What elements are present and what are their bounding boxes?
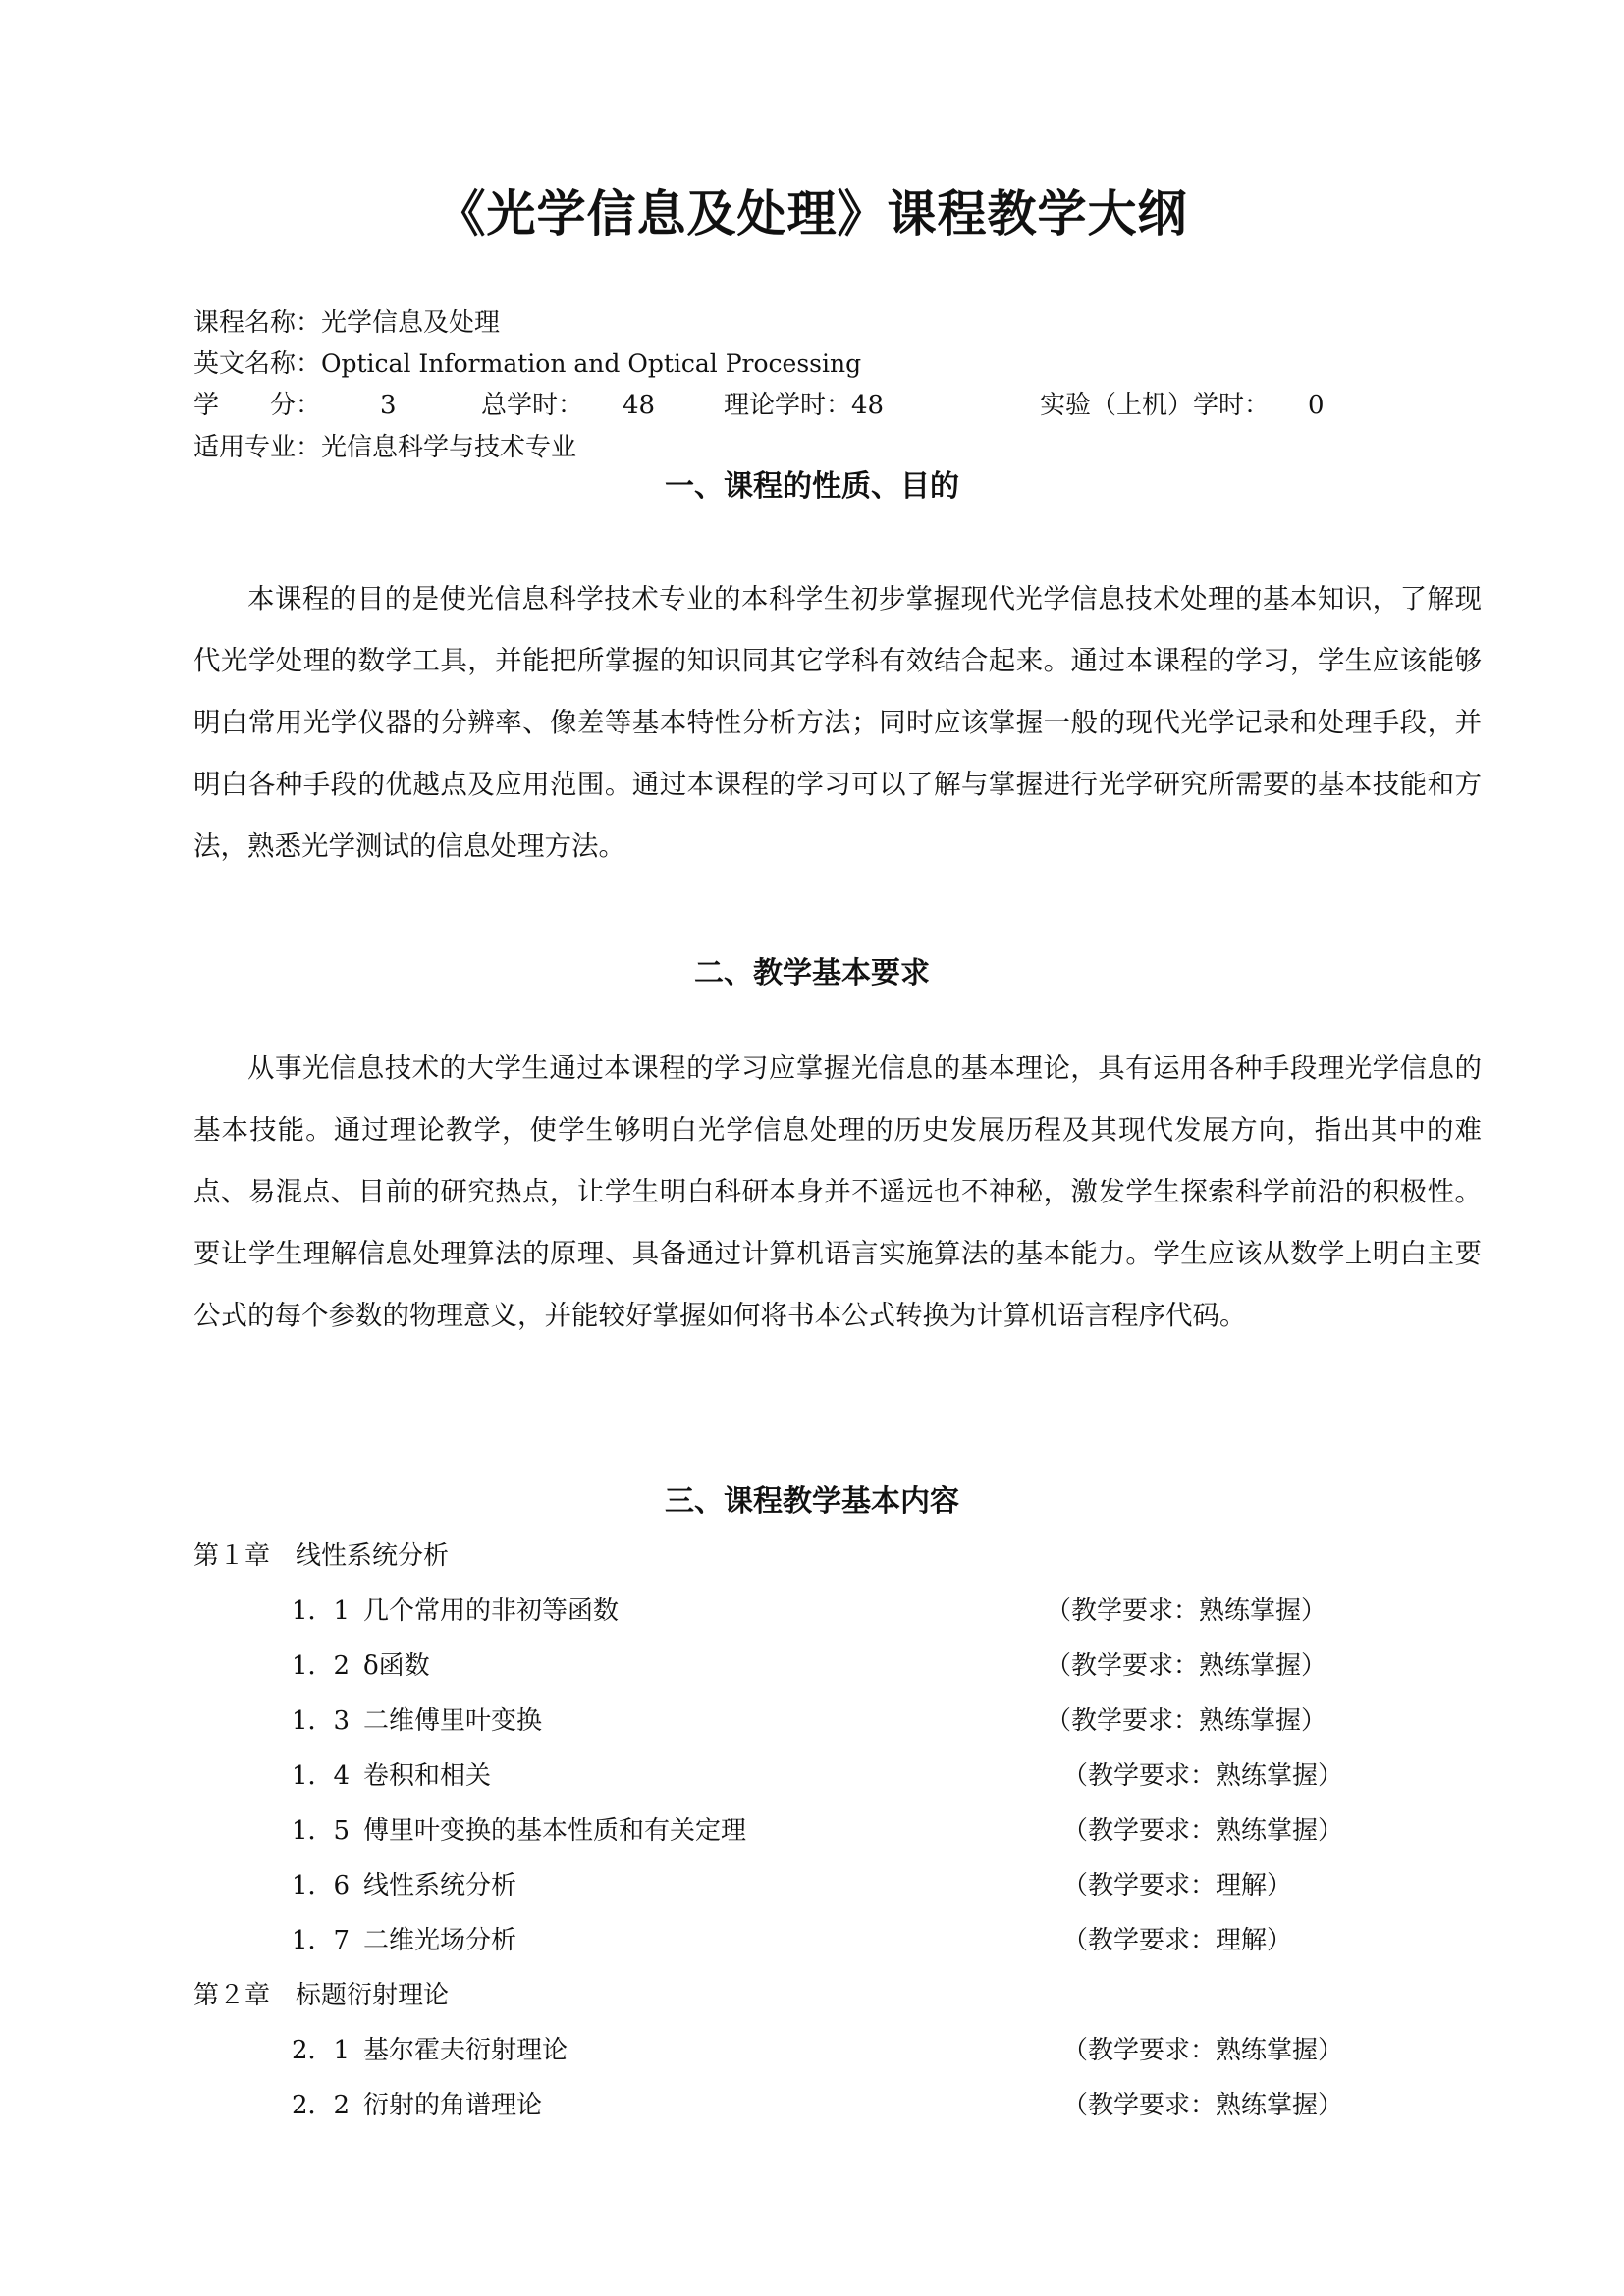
section-title-1: 一、课程的性质、目的 bbox=[665, 469, 959, 504]
section-paragraph-1: 本课程的目的是使光信息科学技术专业的本科学生初步掌握现代光学信息技术处理的基本知识，了解现代光学处理的数学工具，并能把所掌握的知识同其它学科有效结合起来。通过本课程的学习，学生应该能够明白常用光学仪器的分辨率、像差等基本特性分析方法；同时应该掌握一般的现代光学记录和处理手段，并明白各种手段的优越点及应用范围。通过本课程的学习可以了解与掌握进行光学研究所需要的基本技能和方法，熟悉光学测试的信息处理方法。 bbox=[193, 583, 1482, 862]
item-number: 1．3 bbox=[292, 1706, 351, 1735]
item-title: 二维傅里叶变换 bbox=[363, 1706, 543, 1735]
chapter-2-title: 第２章 标题衍射理论 bbox=[193, 1981, 450, 2010]
item-number: 2．1 bbox=[292, 2036, 351, 2065]
item-requirement: （教学要求：理解） bbox=[1062, 1871, 1293, 1900]
section-paragraph-2: 从事光信息技术的大学生通过本课程的学习应掌握光信息的基本理论，具有运用各种手段理光学信息的基本技能。通过理论教学，使学生够明白光学信息处理的历史发展历程及其现代发展方向，指出其中的难点、易混点、目前的研究热点，让学生明白科研本身并不遥远也不神秘，激发学生探索科学前沿的积极性。要让学生理解信息处理算法的原理、具备通过计算机语言实施算法的基本能力。学生应该从数学上明白主要公式的每个参数的物理意义，并能较好掌握如何将书本公式转换为计算机语言程序代码。 bbox=[193, 1052, 1482, 1331]
theory-hours-label: 理论学时： bbox=[724, 391, 852, 420]
item-requirement: （教学要求：熟练掌握） bbox=[1062, 1761, 1344, 1790]
total-hours-label: 总学时： bbox=[481, 391, 584, 420]
total-hours-value: 48 bbox=[623, 391, 656, 420]
section-title-3: 三、课程教学基本内容 bbox=[665, 1484, 959, 1519]
credit-label: 学 分： bbox=[193, 391, 322, 420]
item-requirement: （教学要求：熟练掌握） bbox=[1062, 1816, 1344, 1845]
item-requirement: （教学要求：熟练掌握） bbox=[1046, 1706, 1327, 1735]
english-name-label: 英文名称： bbox=[193, 349, 322, 379]
item-title: 基尔霍夫衍射理论 bbox=[363, 2036, 568, 2065]
item-title: 几个常用的非初等函数 bbox=[363, 1596, 620, 1626]
item-number: 2．2 bbox=[292, 2091, 351, 2120]
item-requirement: （教学要求：熟练掌握） bbox=[1046, 1596, 1327, 1626]
item-requirement: （教学要求：熟练掌握） bbox=[1062, 2036, 1344, 2065]
item-requirement: （教学要求：熟练掌握） bbox=[1062, 2091, 1344, 2120]
item-title: δ函数 bbox=[363, 1651, 430, 1681]
item-requirement: （教学要求：理解） bbox=[1062, 1926, 1293, 1955]
item-number: 1．4 bbox=[292, 1761, 351, 1790]
item-number: 1．7 bbox=[292, 1926, 351, 1955]
item-number: 1．6 bbox=[292, 1871, 351, 1900]
page-title: 《光学信息及处理》课程教学大纲 bbox=[436, 185, 1188, 242]
section-title-2: 二、教学基本要求 bbox=[694, 956, 930, 990]
english-name-value: Optical Information and Optical Processing bbox=[321, 349, 862, 378]
item-title: 二维光场分析 bbox=[363, 1926, 517, 1955]
item-number: 1．5 bbox=[292, 1816, 351, 1845]
major-value: 光信息科学与技术专业 bbox=[321, 433, 577, 462]
item-number: 1．2 bbox=[292, 1651, 351, 1681]
item-title: 傅里叶变换的基本性质和有关定理 bbox=[363, 1816, 747, 1845]
item-title: 衍射的角谱理论 bbox=[363, 2091, 543, 2120]
item-title: 卷积和相关 bbox=[363, 1761, 492, 1790]
theory-hours-value: 48 bbox=[851, 391, 885, 420]
course-name-label: 课程名称： bbox=[193, 308, 322, 338]
lab-hours-value: 0 bbox=[1308, 391, 1325, 420]
course-name-value: 光学信息及处理 bbox=[321, 308, 501, 338]
credit-value: 3 bbox=[380, 391, 397, 420]
major-label: 适用专业： bbox=[193, 433, 322, 462]
lab-hours-label: 实验（上机）学时： bbox=[1040, 391, 1271, 420]
item-requirement: （教学要求：熟练掌握） bbox=[1046, 1651, 1327, 1681]
chapter-1-title: 第１章 线性系统分析 bbox=[193, 1541, 450, 1571]
item-title: 线性系统分析 bbox=[363, 1871, 517, 1900]
item-number: 1．1 bbox=[292, 1596, 351, 1626]
